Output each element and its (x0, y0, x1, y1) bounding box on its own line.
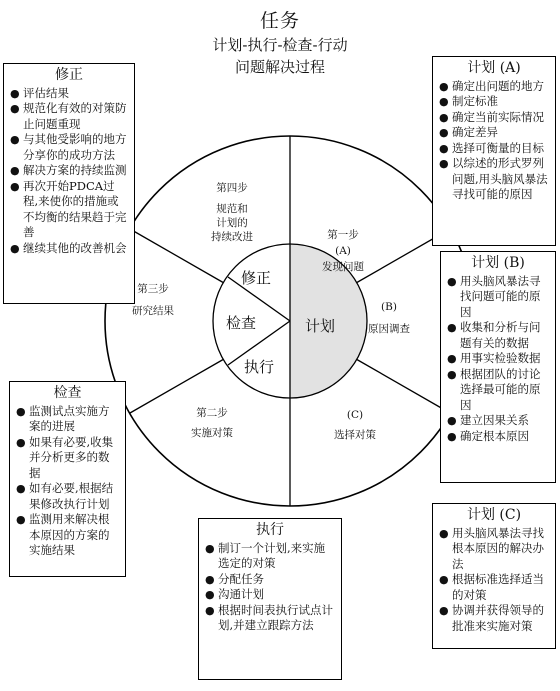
step4-line: 规范和 (216, 203, 248, 215)
plan-b-box (440, 251, 556, 483)
plan-b-box-list (447, 274, 549, 445)
plan-c-box (432, 503, 556, 649)
step4-line: 持续改进 (211, 231, 253, 243)
bullet-item (447, 351, 549, 367)
bullet-icon: ● (439, 141, 449, 155)
act-box-heading: 修正 (55, 67, 83, 83)
stepC-line: (C) (346, 409, 364, 421)
bullet-icon: ● (439, 604, 449, 617)
bullet-item (205, 541, 335, 572)
bullet-item (439, 141, 549, 157)
bullet-icon: ● (439, 526, 449, 540)
bullet-text: 根据团队的讨论选择最可能的原因 (460, 366, 541, 412)
bullet-item (447, 367, 549, 414)
bullet-icon: ● (10, 133, 20, 146)
check-box-heading: 检查 (53, 385, 82, 401)
bullet-icon: ● (205, 588, 215, 601)
bullet-item (205, 603, 335, 634)
bullet-text: 解决方案的持续监测 (23, 163, 127, 177)
bullet-item (447, 320, 549, 351)
step1-line: 第一步 (327, 229, 359, 241)
bullet-item (439, 572, 549, 603)
bullet-icon: ● (16, 404, 26, 418)
bullet-icon: ● (205, 603, 215, 617)
step3-line: 研究结果 (132, 305, 174, 317)
step4-line: 第四步 (216, 182, 248, 194)
bullet-text: 建立因果关系 (460, 413, 529, 427)
bullet-text: 如果有必要,收集并分析更多的数据 (29, 434, 114, 480)
step1-line: 发现问题 (322, 261, 364, 273)
bullet-icon: ● (447, 274, 457, 288)
diagram-subtitle-pdca: 计划-执行-检查-行动 (212, 36, 348, 54)
bullet-icon: ● (10, 179, 20, 193)
bullet-item (439, 156, 549, 203)
plan-a-box-heading: 计划 (A) (467, 60, 521, 76)
bullet-item (447, 274, 549, 321)
bullet-text: 如有必要,根据结果修改执行计划 (29, 481, 114, 511)
plan-c-box-heading: 计划 (C) (466, 507, 522, 523)
bullet-icon: ● (439, 157, 449, 170)
bullet-icon: ● (205, 572, 215, 586)
bullet-item (10, 86, 128, 102)
check-box (9, 381, 126, 577)
bullet-item (10, 132, 128, 163)
bullet-text: 确定差异 (452, 125, 498, 139)
bullet-text: 与其他受影响的地方分享你的成功方法 (23, 132, 127, 162)
stepB-line: 原因调查 (368, 323, 410, 335)
stepC-line: 选择对策 (334, 429, 376, 441)
diagram-subtitle-process: 问题解决过程 (234, 58, 325, 76)
bullet-icon: ● (16, 435, 26, 449)
plan-c-box-list (439, 526, 549, 635)
bullet-item (10, 163, 128, 179)
bullet-icon: ● (10, 164, 20, 177)
bullet-icon: ● (439, 126, 449, 139)
bullet-item (439, 79, 549, 95)
bullet-item (439, 603, 549, 634)
bullet-item (439, 125, 549, 141)
bullet-text: 沟通计划 (218, 587, 264, 601)
bullet-text: 确定根本原因 (460, 428, 529, 443)
bullet-text: 监测用来解决根本原因的方案的实施结果 (29, 512, 110, 557)
bullet-icon: ● (16, 482, 26, 495)
bullet-item (205, 572, 335, 588)
bullet-text: 评估结果 (23, 85, 69, 100)
step4-label (211, 181, 253, 243)
center-plan-label: 计划 (304, 317, 336, 335)
bullet-icon: ● (447, 352, 457, 365)
bullet-item (205, 587, 335, 603)
plan-b-box-heading: 计划 (B) (471, 255, 525, 271)
bullet-text: 继续其他的改善机会 (23, 240, 127, 255)
do-box-list (205, 541, 335, 634)
step4-line: 计划的 (216, 217, 248, 229)
bullet-text: 根据时间表执行试点计划,并建立跟踪方法 (218, 602, 333, 632)
bullet-text: 确定出问题的地方 (452, 78, 544, 93)
bullet-icon: ● (439, 110, 449, 124)
bullet-item (10, 241, 128, 257)
bullet-icon: ● (16, 513, 26, 526)
bullet-text: 制定标准 (452, 94, 498, 108)
bullet-icon: ● (10, 86, 20, 100)
bullet-item (439, 526, 549, 573)
bullet-text: 选择可衡量的目标 (452, 140, 544, 155)
center-act-label: 修正 (240, 269, 272, 287)
bullet-item (439, 110, 549, 126)
bullet-text: 用事实检验数据 (460, 351, 541, 365)
step2-line: 实施对策 (191, 427, 233, 439)
bullet-item (439, 94, 549, 110)
plan-a-box-list (439, 79, 549, 203)
bullet-item (10, 101, 128, 132)
plan-a-box (432, 56, 556, 246)
bullet-icon: ● (447, 321, 457, 334)
bullet-text: 确定当前实际情况 (452, 109, 544, 124)
bullet-item (16, 512, 119, 559)
bullet-text: 制订一个计划,来实施选定的对策 (218, 540, 326, 570)
do-box-heading: 执行 (256, 522, 284, 538)
check-box-list (16, 404, 119, 559)
bullet-icon: ● (447, 429, 457, 443)
stepB-line: (B) (381, 301, 397, 313)
bullet-icon: ● (439, 79, 449, 93)
step2-line: 第二步 (196, 407, 228, 419)
bullet-icon: ● (439, 95, 449, 108)
bullet-text: 收集和分析与问题有关的数据 (460, 320, 541, 350)
bullet-item (10, 179, 128, 241)
bullet-icon: ● (205, 541, 215, 555)
center-check-label: 检查 (225, 314, 257, 332)
bullet-item (447, 413, 549, 429)
bullet-item (16, 404, 119, 435)
bullet-icon: ● (447, 367, 457, 381)
bullet-item (16, 435, 119, 482)
do-box (198, 518, 342, 680)
bullet-text: 监测试点实施方案的进展 (29, 403, 110, 433)
bullet-icon: ● (447, 414, 457, 427)
bullet-item (447, 429, 549, 445)
bullet-text: 用头脑风暴法寻找问题可能的原因 (460, 273, 541, 319)
diagram-title: 任务 (259, 10, 300, 32)
bullet-text: 根据标准选择适当的对策 (452, 572, 544, 602)
bullet-icon: ● (10, 241, 20, 255)
bullet-icon: ● (10, 102, 20, 115)
bullet-text: 协调并获得领导的批准来实施对策 (452, 603, 544, 633)
bullet-text: 再次开始PDCA过程,来使你的措施或不均衡的结果趋于完善 (23, 178, 127, 239)
act-box-list (10, 86, 128, 257)
bullet-text: 分配任务 (218, 571, 264, 586)
bullet-text: 用头脑风暴法寻找根本原因的解决办法 (452, 525, 544, 571)
step3-line: 第三步 (137, 283, 169, 295)
bullet-item (16, 481, 119, 512)
center-do-label: 执行 (243, 358, 275, 376)
bullet-text: 以综述的形式罗列问题,用头脑风暴法寻找可能的原因 (452, 156, 548, 201)
act-box (3, 63, 135, 304)
bullet-text: 规范化有效的对策防止问题重现 (23, 101, 127, 131)
bullet-icon: ● (439, 573, 449, 586)
step1-line: (A) (335, 245, 351, 257)
